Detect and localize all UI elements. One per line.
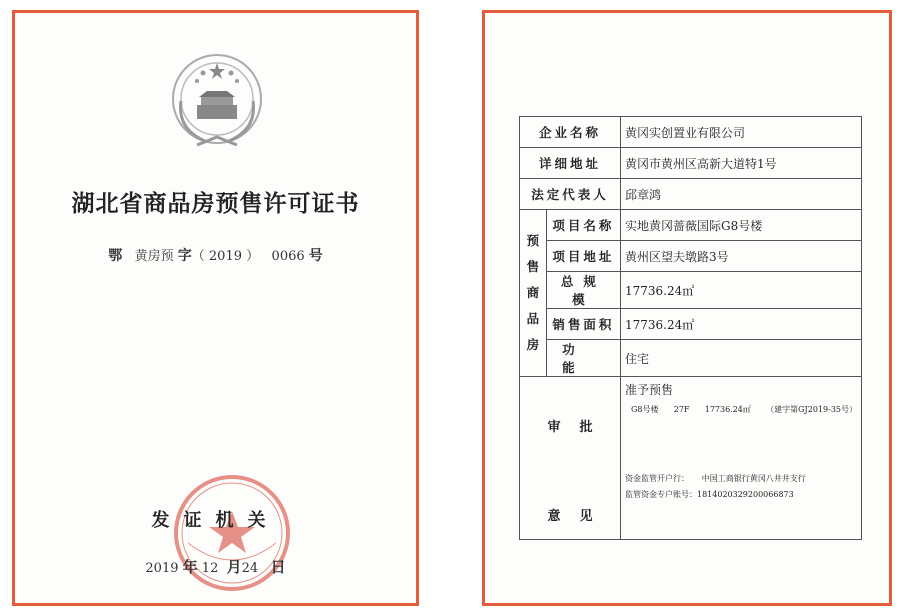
bank-value: 中国工商银行黄冈八井井支行 [701,474,806,483]
certificate-details-page [482,10,892,606]
permit-code: 黄房预 [134,249,174,264]
date-day-label: 日 [270,558,286,576]
table-row [520,179,862,210]
presale-char: 商 [526,285,540,300]
date-day: 24 [241,561,259,576]
company-label: 企业名称 [520,117,621,148]
certificate-cover-page [12,10,419,606]
approval-char: 审 [547,420,561,435]
permit-prefix: 鄂 [108,248,123,264]
table-row [520,117,862,148]
approval-opinion-label [520,377,621,540]
presale-char: 品 [526,311,540,326]
company-value: 黄冈实创置业有限公司 [621,117,862,148]
presale-char: 售 [526,259,540,274]
presale-char: 预 [526,233,540,248]
table-row [520,340,862,377]
table-row [520,272,862,309]
date-month-label: 月 [226,558,242,576]
date-year-label: 年 [182,558,198,576]
bank-info [625,471,857,513]
date-month: 12 [201,561,219,576]
table-row [520,148,862,179]
legal-rep-value: 邱章鸿 [621,179,862,210]
details-table [519,116,862,540]
function-value: 住宅 [621,340,862,377]
project-address-value: 黄州区望夫墩路3号 [621,241,862,272]
table-row [520,241,862,272]
account-value: 1814020329200066873 [697,490,794,499]
permit-char: 字 [177,248,192,264]
national-emblem-icon [167,49,267,153]
issue-date [15,556,416,577]
permit-number: 0066 [271,249,305,264]
presale-group-label [520,210,547,377]
issuer-label: 发证机关 [151,510,280,531]
approval-char: 批 [579,420,593,435]
approval-detail: G8号楼 27F 17736.24㎡ （建字第GJ2019-35号） [631,405,857,414]
presale-char: 房 [526,337,540,352]
approval-opinion-value [621,377,862,540]
address-value: 黄冈市黄州区高新大道特1号 [621,148,862,179]
project-name-label: 项目名称 [546,210,620,241]
date-year: 2019 [145,561,179,576]
function-label: 功能 [546,340,620,377]
project-address-label: 项目地址 [546,241,620,272]
legal-rep-label: 法定代表人 [520,179,621,210]
sale-area-value: 17736.24㎡ [621,309,862,340]
certificate-title: 湖北省商品房预售许可证书 [71,191,360,217]
permit-year: （ 2019 ） [191,249,260,264]
project-name-value: 实地黄冈蔷薇国际G8号楼 [621,210,862,241]
address-label: 详细地址 [520,148,621,179]
sale-area-label: 销售面积 [546,309,620,340]
bank-label: 资金监管开户行： [625,474,689,483]
total-scale-label: 总规模 [546,272,620,309]
approval-text: 准予预售 [625,383,674,397]
account-label: 监管资金专户账号： [625,490,697,499]
permit-number-line [15,245,416,265]
opinion-char: 意 [547,509,561,524]
table-row [520,309,862,340]
table-row [520,210,862,241]
permit-suffix: 号 [308,248,323,264]
total-scale-value: 17736.24㎡ [621,272,862,309]
opinion-char: 见 [579,509,593,524]
table-row [520,377,862,540]
